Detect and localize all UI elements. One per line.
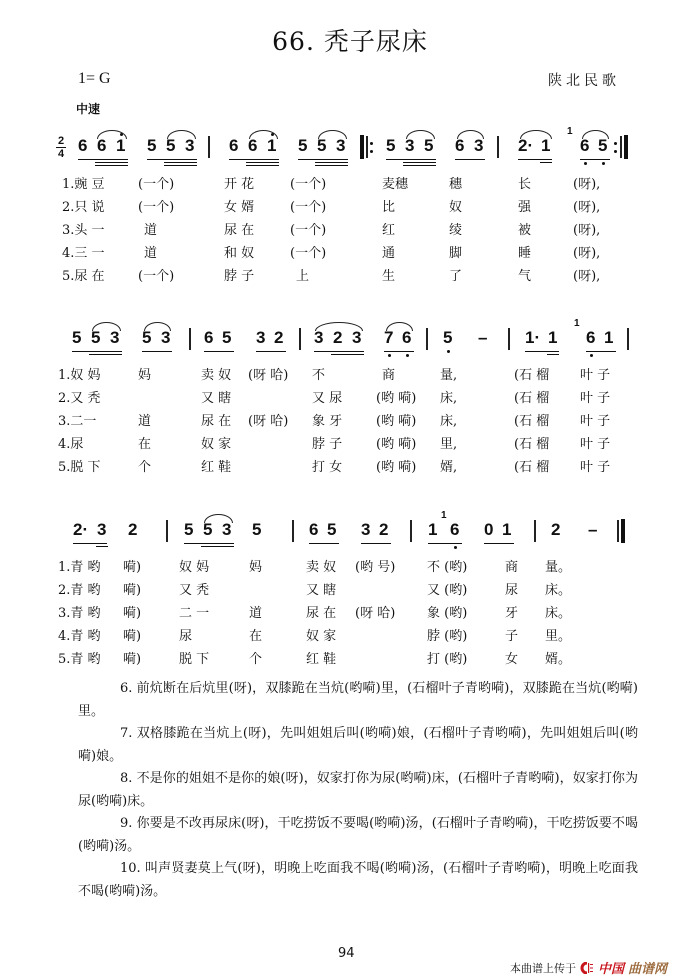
lyric: 打 (哟) xyxy=(427,652,468,667)
note: 3 xyxy=(405,136,415,155)
logo-text-red[interactable]: 中国 xyxy=(598,962,625,977)
lyric: 妈 xyxy=(249,560,263,575)
lyric: 里, xyxy=(440,437,458,452)
lyric: 里。 xyxy=(545,629,572,644)
note: 6 xyxy=(586,328,596,347)
lyric: 5.青 哟 xyxy=(58,652,101,667)
grace-note: 1 xyxy=(567,126,573,137)
note: 2 xyxy=(333,328,343,347)
note: 6 xyxy=(204,328,214,347)
lyric: 1.豌 豆 xyxy=(62,177,105,192)
note: 3 xyxy=(361,520,371,539)
note: 1 xyxy=(541,136,551,155)
lyric: (一个) xyxy=(290,246,327,261)
lyric: 尿 在 xyxy=(201,414,232,429)
lyric: 3.头 一 xyxy=(62,223,105,238)
lyric: 嗬) xyxy=(123,583,142,598)
lyric: 叶 子 xyxy=(580,460,611,475)
page-number: 94 xyxy=(338,946,355,961)
lyric: 床。 xyxy=(545,606,572,621)
lyric: (哟 号) xyxy=(355,560,396,575)
note: 2 xyxy=(274,328,284,347)
lyric: 又 尿 xyxy=(312,391,343,406)
verse-text: 10. 叫声贤妻莫上气(呀)，明晚上吃面我不喝(哟嗬)汤，(石榴叶子青哟嗬)，明 xyxy=(120,861,573,876)
lyric: (呀), xyxy=(573,223,601,238)
grace-note: 1 xyxy=(574,318,580,329)
lyric: 尿 在 xyxy=(306,606,337,621)
note: 2· xyxy=(73,520,89,539)
lyric: 脖 (哟) xyxy=(427,629,468,644)
lyric: (一个) xyxy=(138,200,175,215)
lyric: 嗬) xyxy=(123,629,142,644)
lyric: 通 xyxy=(382,246,396,261)
lyric: 道 xyxy=(144,246,158,261)
lyric: 婿。 xyxy=(545,652,572,667)
lyric: 不 xyxy=(312,368,326,383)
lyric: 红 xyxy=(382,223,396,238)
lyric: 子 xyxy=(505,629,519,644)
lyric: 绫 xyxy=(449,223,463,238)
lyric: 道 xyxy=(138,414,152,429)
lyric: 奴 家 xyxy=(201,437,232,452)
verse-text: 6. 前炕断在后炕里(呀)，双膝跪在当炕(哟嗬)里，(石榴叶子青哟嗬)，双膝跪 xyxy=(120,681,563,696)
time-sig-bottom: 4 xyxy=(57,148,65,160)
lyric: 4.三 一 xyxy=(62,246,105,261)
note: 3 xyxy=(474,136,484,155)
lyric: 妈 xyxy=(138,368,152,383)
note: 7 xyxy=(384,328,394,347)
lyric: 打 女 xyxy=(312,460,343,475)
lyric: 红 鞋 xyxy=(201,460,232,475)
lyric: 4.尿 xyxy=(58,437,84,452)
lyric: 个 xyxy=(249,652,263,667)
lyric: 象 (哟) xyxy=(427,606,468,621)
lyric: 2.只 说 xyxy=(62,200,105,215)
verse-text: 8. 不是你的姐姐不是你的娘(呀)，奴家打你为尿(哟嗬)床，(石榴叶子青哟嗬)， xyxy=(120,771,573,786)
grace-note: 1 xyxy=(441,510,447,521)
lyric: 睡 xyxy=(518,246,532,261)
key-signature: 1= G xyxy=(78,70,111,87)
lyric: (石 榴 xyxy=(514,460,550,475)
note: 2 xyxy=(128,520,138,539)
verse-10 xyxy=(78,858,638,903)
lyric: 嗬) xyxy=(123,606,142,621)
lyric: (石 榴 xyxy=(514,414,550,429)
note: 5 xyxy=(222,328,232,347)
lyric: 脖 子 xyxy=(224,269,255,284)
final-bar xyxy=(621,519,625,543)
note: 6 xyxy=(450,520,460,539)
lyric: 二 一 xyxy=(179,606,210,621)
note: 1 xyxy=(116,136,126,155)
lyric: 叶 子 xyxy=(580,391,611,406)
lyric: 在 xyxy=(138,437,152,452)
note: 6 xyxy=(402,328,412,347)
time-sig-top: 2 xyxy=(57,135,65,147)
note: 5 xyxy=(317,136,327,155)
lyric: 2.青 哟 xyxy=(58,583,101,598)
verse-text: 7. 双格膝跪在当炕上(呀)，先叫姐姐后叫(哟嗬)娘，(石榴叶子青哟嗬)，先叫 xyxy=(120,726,567,741)
lyric: 尿 xyxy=(179,629,193,644)
lyric: 婿, xyxy=(440,460,458,475)
song-origin: 陕北民歌 xyxy=(548,73,620,89)
upload-footer xyxy=(510,958,667,977)
lyric: 叶 子 xyxy=(580,368,611,383)
verse-6 xyxy=(78,678,638,723)
lyric: 在 xyxy=(249,629,263,644)
site-logo-icon xyxy=(580,962,594,974)
lyric: 象 牙 xyxy=(312,414,343,429)
lyric: 女 婿 xyxy=(224,200,255,215)
notation-line-2 xyxy=(0,318,700,362)
note: 1 xyxy=(428,520,438,539)
repeat-end-bar xyxy=(624,135,628,159)
note: 5 xyxy=(184,520,194,539)
lyric: 嗬) xyxy=(123,560,142,575)
verse-text: 奴家打你为尿(哟嗬)床。 xyxy=(78,771,638,809)
verse-text: 吃捞饭要不喝 (哟嗬)汤。 xyxy=(78,816,638,854)
lyric: (哟 嗬) xyxy=(376,414,417,429)
lyric: 又 秃 xyxy=(179,583,210,598)
lyric: 穗 xyxy=(449,177,463,192)
note: 6 xyxy=(455,136,465,155)
verse-9 xyxy=(78,813,638,858)
lyric: 开 花 xyxy=(224,177,255,192)
lyric: 床, xyxy=(440,391,458,406)
note: 5 xyxy=(142,328,152,347)
note: 3 xyxy=(314,328,324,347)
note: 3 xyxy=(222,520,232,539)
lyric: 奴 妈 xyxy=(179,560,210,575)
note: 3 xyxy=(161,328,171,347)
lyric: 牙 xyxy=(505,606,519,621)
lyric: (一个) xyxy=(138,269,175,284)
tempo-marking: 中速 xyxy=(76,102,101,116)
lyric: 尿 xyxy=(505,583,519,598)
lyric: 又 瞎 xyxy=(306,583,337,598)
lyric: 5.脱 下 xyxy=(58,460,101,475)
note: 2 xyxy=(551,520,561,539)
lyric: 叶 子 xyxy=(580,414,611,429)
lyric: 量。 xyxy=(545,560,572,575)
lyric: (一个) xyxy=(290,223,327,238)
note: 6 xyxy=(580,136,590,155)
note: 3 xyxy=(336,136,346,155)
lyric: 又 瞎 xyxy=(201,391,232,406)
note: 1· xyxy=(525,328,541,347)
note: 2· xyxy=(518,136,534,155)
lyric: 3.青 哟 xyxy=(58,606,101,621)
additional-verses xyxy=(78,678,638,903)
lyric: (石 榴 xyxy=(514,391,550,406)
note: 5 xyxy=(598,136,608,155)
note: 3 xyxy=(352,328,362,347)
lyric: 2.又 秃 xyxy=(58,391,101,406)
lyric: 5.尿 在 xyxy=(62,269,105,284)
lyric: 嗬) xyxy=(123,652,142,667)
lyric: 尿 在 xyxy=(224,223,255,238)
lyric: (呀 哈) xyxy=(355,606,396,621)
lyric: 奴 家 xyxy=(306,629,337,644)
note: 5 xyxy=(327,520,337,539)
note: 5 xyxy=(443,328,453,347)
lyric: 被 xyxy=(518,223,532,238)
verse-text: 在当炕(哟嗬)里。 xyxy=(78,681,638,719)
lyric: (呀), xyxy=(573,177,601,192)
note: 6 xyxy=(309,520,319,539)
time-signature xyxy=(56,136,66,159)
lyric: 量, xyxy=(440,368,458,383)
lyric: (哟 嗬) xyxy=(376,391,417,406)
note: 5 xyxy=(72,328,82,347)
notation-line-1 xyxy=(0,126,700,170)
lyric: 卖 奴 xyxy=(306,560,337,575)
lyric: 了 xyxy=(449,269,463,284)
note: 5 xyxy=(252,520,262,539)
note: 1 xyxy=(604,328,614,347)
note: 6 xyxy=(229,136,239,155)
note: – xyxy=(478,328,488,347)
lyric: (哟 嗬) xyxy=(376,460,417,475)
lyric: 个 xyxy=(138,460,152,475)
note: 0 xyxy=(484,520,494,539)
note: 5 xyxy=(424,136,434,155)
note: 3 xyxy=(97,520,107,539)
upload-text: 本曲谱上传于 xyxy=(510,961,576,975)
note: 6 xyxy=(97,136,107,155)
lyric: 床。 xyxy=(545,583,572,598)
lyric: 商 xyxy=(382,368,396,383)
repeat-start-bar xyxy=(360,135,364,159)
notation-line-3 xyxy=(0,510,700,554)
lyric: (呀 哈) xyxy=(248,414,289,429)
note: 5 xyxy=(147,136,157,155)
note: 5 xyxy=(298,136,308,155)
lyric: 不 (哟) xyxy=(427,560,468,575)
lyric: (呀 哈) xyxy=(248,368,289,383)
note: 3 xyxy=(110,328,120,347)
note: 6 xyxy=(78,136,88,155)
lyric: 气 xyxy=(518,269,532,284)
note: 6 xyxy=(248,136,258,155)
verse-text: 姐姐后叫(哟嗬)娘。 xyxy=(78,726,639,764)
note: – xyxy=(588,520,598,539)
lyric: 3.二一 xyxy=(58,414,97,429)
note: 1 xyxy=(548,328,558,347)
lyric: 叶 子 xyxy=(580,437,611,452)
logo-text-brown[interactable]: 曲谱网 xyxy=(628,962,668,977)
lyric: 脖 子 xyxy=(312,437,343,452)
lyric: 长 xyxy=(518,177,532,192)
note: 3 xyxy=(185,136,195,155)
song-title: 66. 秃子尿床 xyxy=(272,27,428,56)
lyric: 道 xyxy=(144,223,158,238)
note: 5 xyxy=(91,328,101,347)
verse-text: 9. 你要是不改再尿床(呀)，干吃捞饭不要喝(哟嗬)汤，(石榴叶子青哟嗬)，干 xyxy=(120,816,560,831)
lyric: (一个) xyxy=(290,177,327,192)
note: 2 xyxy=(379,520,389,539)
note: 3 xyxy=(256,328,266,347)
verse-text: 晚上吃面我不喝(哟嗬)汤。 xyxy=(78,861,638,899)
verse-8 xyxy=(78,768,638,813)
lyric: 奴 xyxy=(449,200,463,215)
lyric: 上 xyxy=(296,269,310,284)
lyric: 和 奴 xyxy=(224,246,255,261)
lyric: 商 xyxy=(505,560,519,575)
lyric: 道 xyxy=(249,606,263,621)
verse-7 xyxy=(78,723,638,768)
lyric: 1.奴 妈 xyxy=(58,368,101,383)
lyric: (呀), xyxy=(573,200,601,215)
lyric: 又 (哟) xyxy=(427,583,468,598)
lyric: (石 榴 xyxy=(514,368,550,383)
lyric: (哟 嗬) xyxy=(376,437,417,452)
note: 1 xyxy=(502,520,512,539)
lyric: 脱 下 xyxy=(179,652,210,667)
lyric: 红 鞋 xyxy=(306,652,337,667)
lyric: 女 xyxy=(505,652,519,667)
lyric: (呀), xyxy=(573,269,601,284)
lyric: 生 xyxy=(382,269,396,284)
lyric: 比 xyxy=(382,200,396,215)
lyric: 床, xyxy=(440,414,458,429)
lyric: 卖 奴 xyxy=(201,368,232,383)
lyric: 麦穗 xyxy=(382,177,409,192)
note: 5 xyxy=(203,520,213,539)
lyric: (呀), xyxy=(573,246,601,261)
lyric: (一个) xyxy=(290,200,327,215)
lyric: (一个) xyxy=(138,177,175,192)
lyric: 强 xyxy=(518,200,532,215)
lyric: 1.青 哟 xyxy=(58,560,101,575)
lyric: 4.青 哟 xyxy=(58,629,101,644)
lyric: (石 榴 xyxy=(514,437,550,452)
lyric: 脚 xyxy=(449,246,463,261)
note: 5 xyxy=(166,136,176,155)
note: 5 xyxy=(386,136,396,155)
note: 1 xyxy=(267,136,277,155)
